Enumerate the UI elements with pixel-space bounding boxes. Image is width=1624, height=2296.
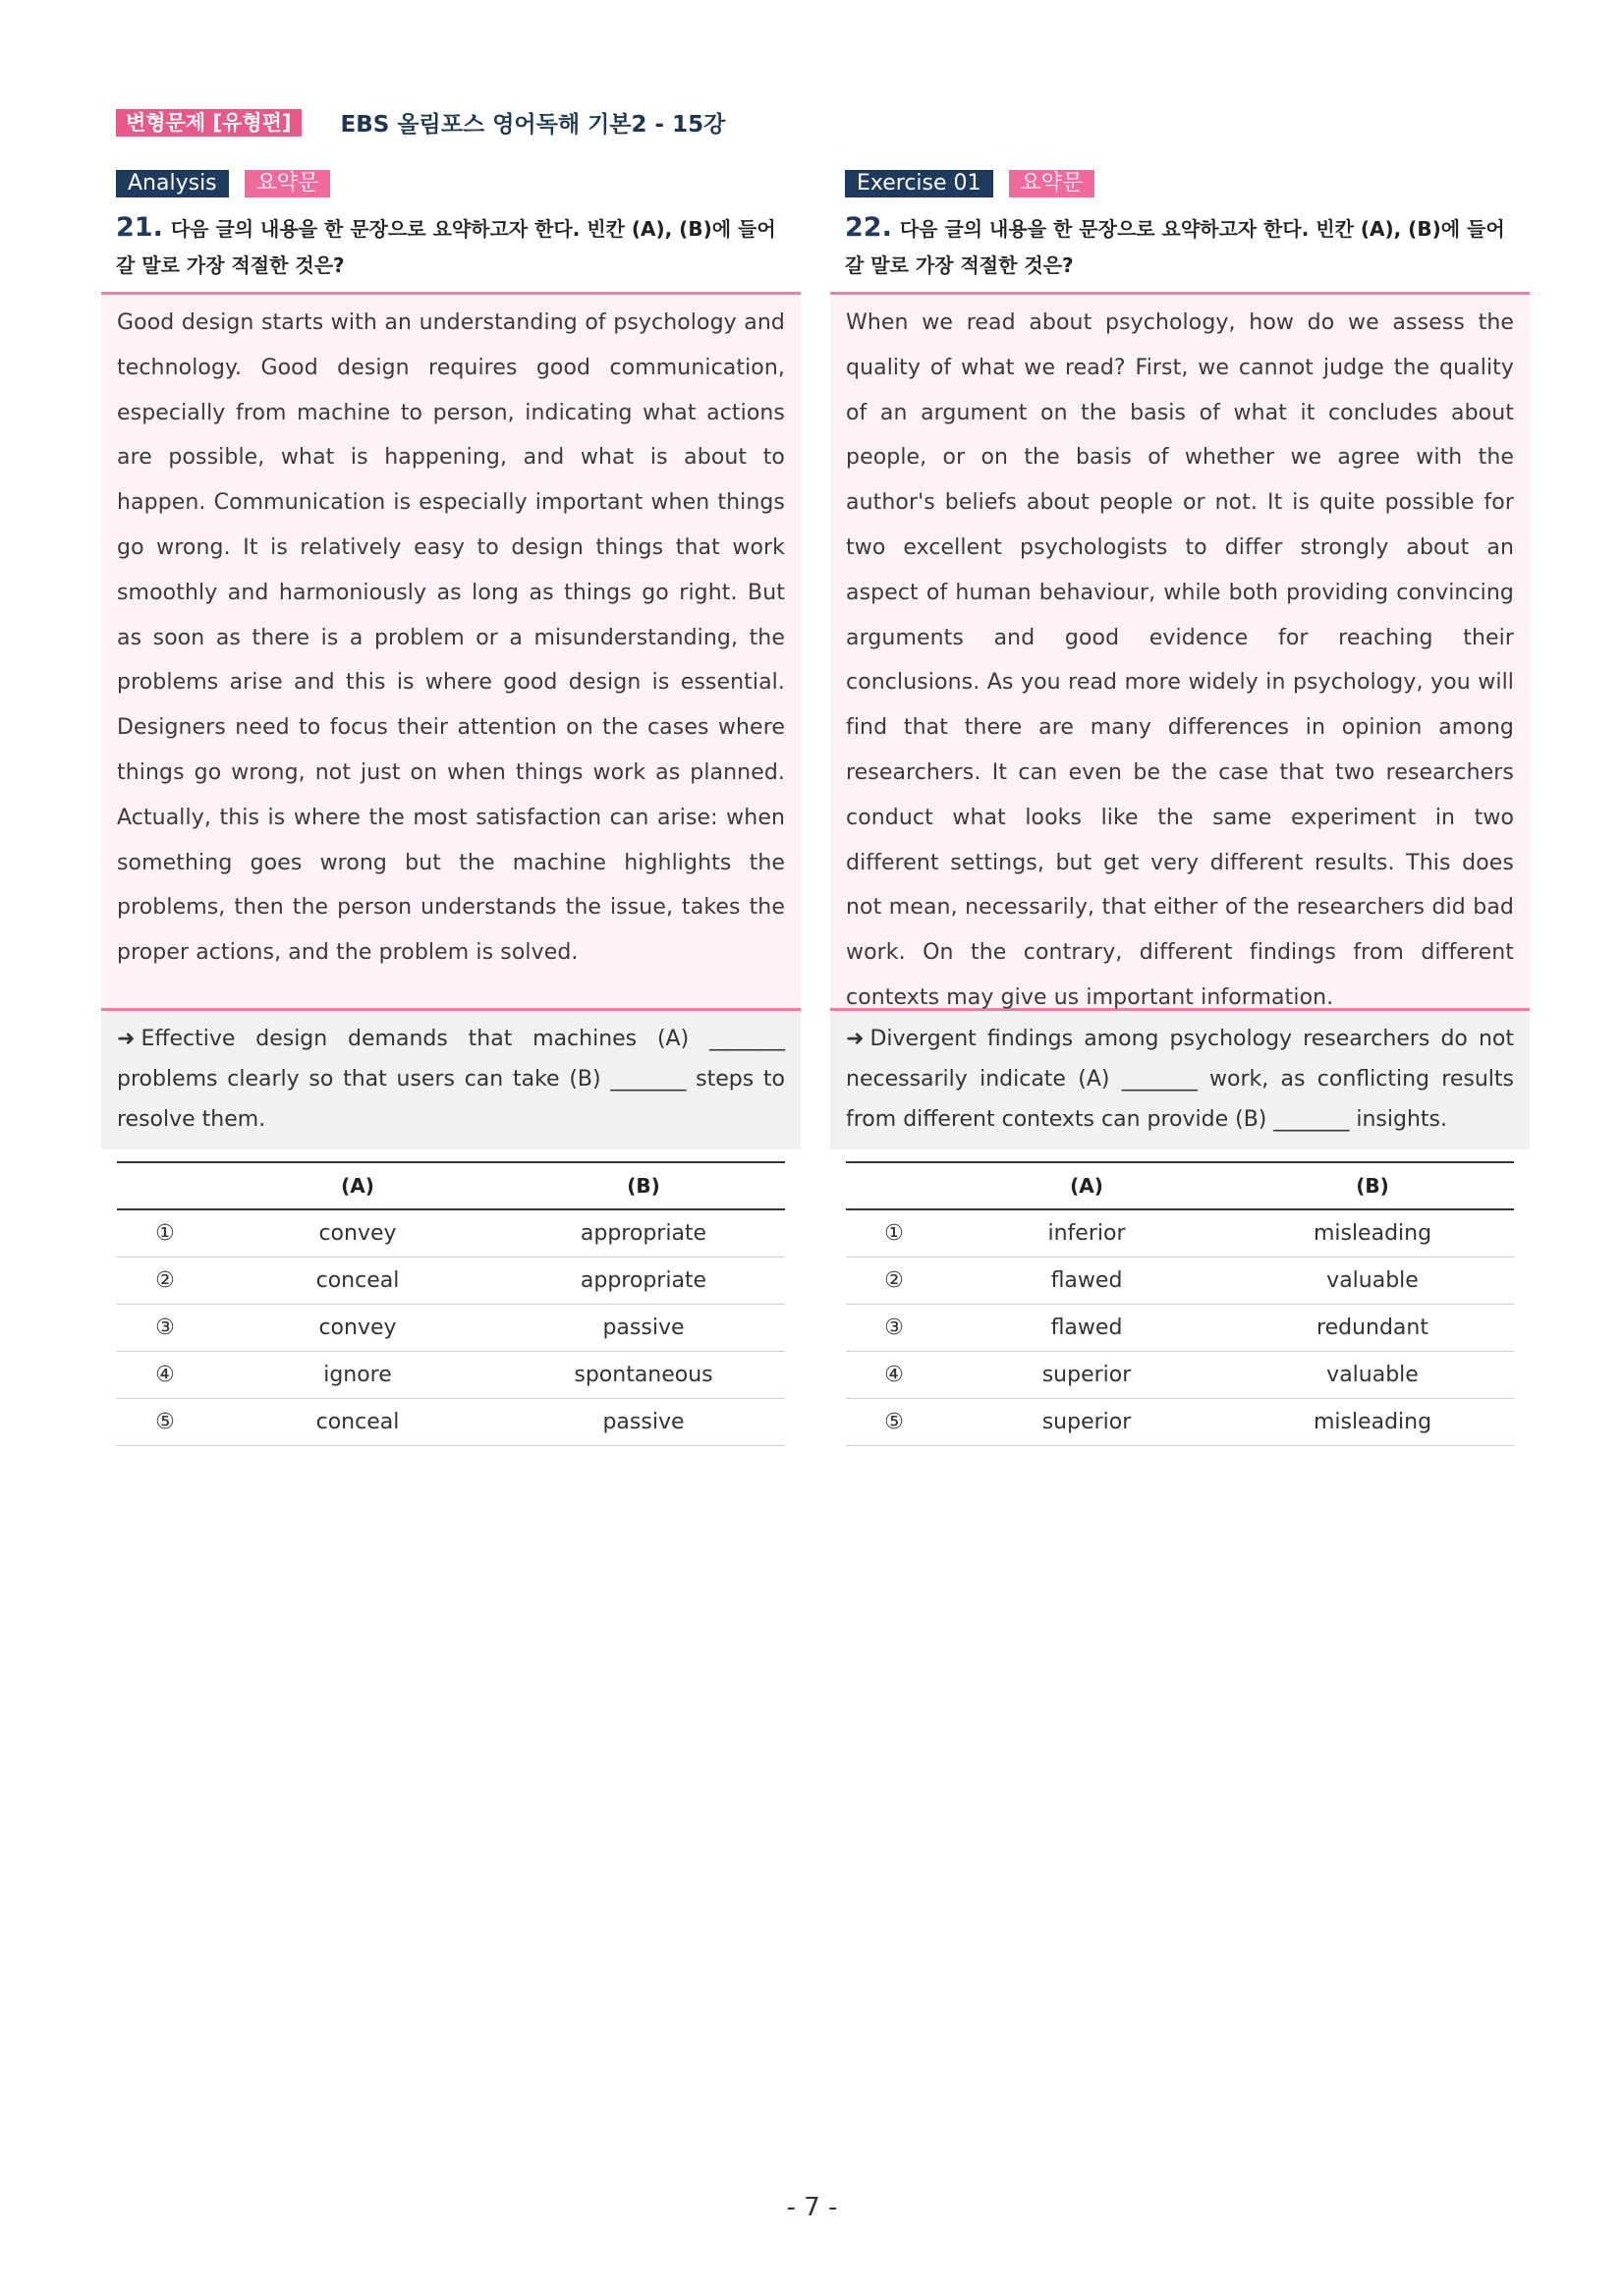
question-21	[101, 209, 801, 284]
choice-b: passive	[502, 1399, 785, 1446]
question-22	[830, 209, 1530, 284]
header-num	[846, 1162, 942, 1209]
right-tags	[830, 170, 1530, 197]
passage-box	[830, 292, 1530, 1011]
table-header-row	[117, 1162, 785, 1209]
question-number: 21.	[116, 212, 163, 243]
analysis-tag: Analysis	[116, 170, 229, 197]
header-b: (B)	[502, 1162, 785, 1209]
category-tag: 변형문제 [유형편]	[116, 109, 302, 137]
choice-a: flawed	[942, 1305, 1231, 1352]
exercise-tag: Exercise 01	[845, 170, 993, 197]
header-a: (A)	[942, 1162, 1231, 1209]
passage-box	[101, 292, 801, 1011]
header-a: (A)	[213, 1162, 502, 1209]
choice-number: ⑤	[117, 1399, 213, 1446]
passage-text: Good design starts with an understanding of psychology and technology. Good design requires good communication, especially from machine to person, indicating what actions are possible, what is happening, and what is about to happen. Communication is especially important when things go wrong. It is relatively easy to design things that work smoothly and harmoniously as long as things go right. But as soon as there is a problem or a misunderstanding, the problems arise and this is where good design is essential. Designers need to focus their attention on the cases where things go wrong, not just on when things work as planned. Actually, this is where the most satisfaction can arise: when something goes wrong but the machine highlights the problems, then the person understands the issue, takes the proper actions, and the problem is solved.	[117, 310, 785, 966]
choice-b: valuable	[1231, 1258, 1514, 1305]
choice-number: ③	[846, 1305, 942, 1352]
summary-sentence	[846, 1019, 1514, 1140]
choice-number: ②	[117, 1258, 213, 1305]
choice-row-3[interactable]	[117, 1305, 785, 1352]
passage-text: When we read about psychology, how do we assess the quality of what we read? First, we cannot judge the quality of an argument on the basis of what it concludes about people, or on the basis of whether we agree with the author's beliefs about people or not. It is quite possible for two excellent psychologists to differ strongly about an aspect of human behaviour, while both providing convincing arguments and good evidence for reaching their conclusions. As you read more widely in psychology, you will find that there are many differences in opinion among researchers. It can even be the case that two researchers conduct what looks like the same experiment in two different settings, but get very different results. This does not mean, necessarily, that either of the researchers did bad work. On the contrary, different findings from different contexts may give us important information.	[846, 310, 1514, 1010]
choice-row-2[interactable]	[117, 1258, 785, 1305]
question-text: 다음 글의 내용을 한 문장으로 요약하고자 한다. 빈칸 (A), (B)에 들어갈 말로 가장 적절한 것은?	[845, 217, 1505, 277]
summary-box	[101, 1011, 801, 1149]
choice-a: ignore	[213, 1352, 502, 1399]
summary-text: Effective design demands that machines (A) _______ problems clearly so that users can take (B) _______ steps to resolve them.	[117, 1027, 785, 1132]
answer-choices-table	[846, 1161, 1514, 1446]
choice-a: convey	[213, 1305, 502, 1352]
choice-number: ①	[846, 1209, 942, 1258]
choice-number: ②	[846, 1258, 942, 1305]
page-header	[116, 106, 725, 139]
choice-a: flawed	[942, 1258, 1231, 1305]
choice-a: conceal	[213, 1399, 502, 1446]
summary-box	[830, 1011, 1530, 1149]
summary-type-tag: 요약문	[1009, 170, 1095, 197]
choice-number: ④	[117, 1352, 213, 1399]
arrow-icon: ➜	[846, 1027, 865, 1051]
choice-a: conceal	[213, 1258, 502, 1305]
choice-b: spontaneous	[502, 1352, 785, 1399]
choice-b: redundant	[1231, 1305, 1514, 1352]
choice-row-1[interactable]	[117, 1209, 785, 1258]
choice-b: misleading	[1231, 1399, 1514, 1446]
choice-b: misleading	[1231, 1209, 1514, 1258]
choice-number: ④	[846, 1352, 942, 1399]
left-column	[101, 170, 801, 1446]
table-header-row	[846, 1162, 1514, 1209]
page-number: - 7 -	[786, 2193, 838, 2222]
left-tags	[101, 170, 801, 197]
right-column	[830, 170, 1530, 1446]
summary-type-tag: 요약문	[245, 170, 331, 197]
choice-row-4[interactable]	[117, 1352, 785, 1399]
choice-b: valuable	[1231, 1352, 1514, 1399]
choice-b: appropriate	[502, 1258, 785, 1305]
choice-a: inferior	[942, 1209, 1231, 1258]
choice-row-5[interactable]	[846, 1399, 1514, 1446]
choice-row-5[interactable]	[117, 1399, 785, 1446]
choice-a: convey	[213, 1209, 502, 1258]
header-num	[117, 1162, 213, 1209]
choice-a: superior	[942, 1352, 1231, 1399]
answer-choices-table	[117, 1161, 785, 1446]
header-b: (B)	[1231, 1162, 1514, 1209]
question-number: 22.	[845, 212, 892, 243]
choice-row-3[interactable]	[846, 1305, 1514, 1352]
choice-row-1[interactable]	[846, 1209, 1514, 1258]
choice-a: superior	[942, 1399, 1231, 1446]
choice-b: passive	[502, 1305, 785, 1352]
question-text: 다음 글의 내용을 한 문장으로 요약하고자 한다. 빈칸 (A), (B)에 들어갈 말로 가장 적절한 것은?	[116, 217, 776, 277]
choice-number: ①	[117, 1209, 213, 1258]
summary-text: Divergent findings among psychology researchers do not necessarily indicate (A) _______ work, as conflicting results from different contexts can provide (B) _______ insights.	[846, 1027, 1514, 1132]
choice-b: appropriate	[502, 1209, 785, 1258]
choice-row-4[interactable]	[846, 1352, 1514, 1399]
summary-sentence	[117, 1019, 785, 1140]
choice-number: ⑤	[846, 1399, 942, 1446]
book-title: EBS 올림포스 영어독해 기본2 - 15강	[340, 112, 726, 138]
choice-number: ③	[117, 1305, 213, 1352]
choice-row-2[interactable]	[846, 1258, 1514, 1305]
arrow-icon: ➜	[117, 1027, 136, 1051]
